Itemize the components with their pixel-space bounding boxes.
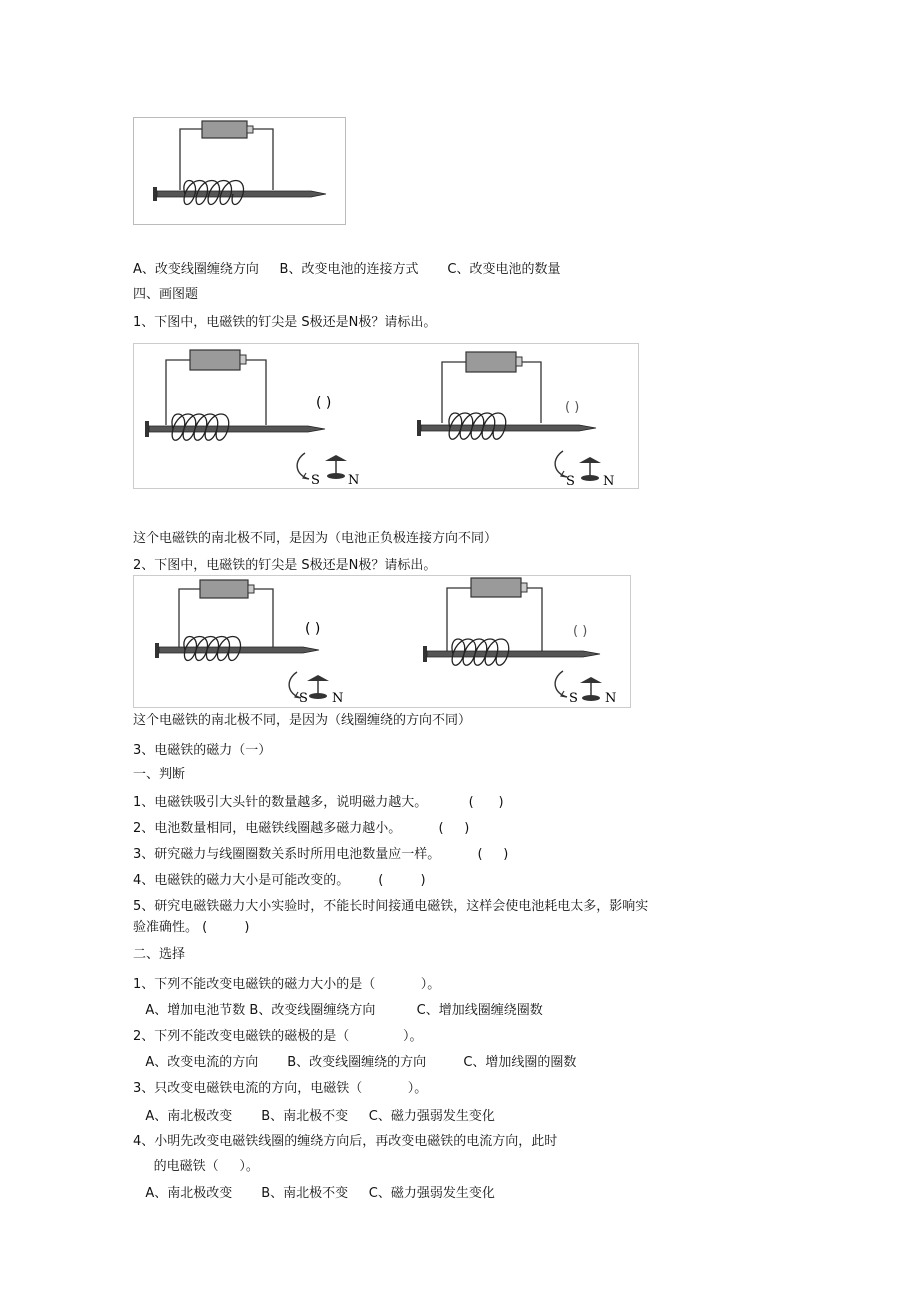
compass-left-s: S — [299, 691, 308, 706]
compass-right — [555, 451, 601, 481]
judge-item-5-cont: 验准确性。 ( ) — [133, 920, 250, 935]
compass-right-n: N — [603, 474, 615, 489]
judge-item-1: 1、电磁铁吸引大头针的数量越多，说明磁力越大。 ( ) — [133, 795, 504, 810]
electromagnet-left — [145, 350, 325, 440]
section4-q1-answer: 这个电磁铁的南北极不同，是因为（电池正负极连接方向不同） — [133, 531, 498, 546]
answer-paren-q1-right: ( ) — [565, 400, 580, 415]
judge-heading: 一、判断 — [133, 767, 186, 782]
compass-left-n: N — [332, 691, 344, 706]
answer-paren-q2-left: ( ) — [305, 621, 321, 637]
judge-item-2: 2、电池数量相同，电磁铁线圈越多磁力越小。 ( ) — [133, 821, 470, 836]
battery — [202, 121, 253, 138]
compass-left — [289, 672, 329, 699]
prev-question-options: A、改变线圈缠绕方向 B、改变电池的连接方式 C、改变电池的数量 — [133, 262, 561, 277]
choice-q1: 1、下列不能改变电磁铁的磁力大小的是（ ）。 — [133, 977, 441, 992]
compass-right-n: N — [605, 691, 617, 706]
choice-q3: 3、只改变电磁铁电流的方向，电磁铁（ ）。 — [133, 1081, 428, 1096]
choice-q3-options: A、南北极改变 B、南北极不变 C、磁力强弱发生变化 — [133, 1109, 495, 1124]
compass-left — [297, 453, 347, 479]
compass-right — [555, 671, 602, 701]
choice-heading: 二、选择 — [133, 947, 186, 962]
answer-paren-q2-right: ( ) — [573, 624, 588, 639]
judge-item-4: 4、电磁铁的磁力大小是可能改变的。 ( ) — [133, 873, 426, 888]
compass-left-s: S — [311, 473, 320, 488]
choice-q4-cont: 的电磁铁（ ）。 — [133, 1159, 259, 1174]
electromagnet-right — [417, 352, 596, 439]
figure-electromagnet-top — [133, 117, 346, 225]
compass-left-n: N — [348, 473, 360, 488]
section4-heading: 四、画图题 — [133, 287, 199, 302]
choice-q2: 2、下列不能改变电磁铁的磁极的是（ ）。 — [133, 1029, 423, 1044]
lesson3-title: 3、电磁铁的磁力（一） — [133, 743, 272, 758]
choice-q4: 4、小明先改变电磁铁线圈的缠绕方向后，再改变电磁铁的电流方向，此时 — [133, 1134, 558, 1149]
judge-item-3: 3、研究磁力与线圈圈数关系时所用电池数量应一样。 ( ) — [133, 847, 509, 862]
judge-item-5: 5、研究电磁铁磁力大小实验时，不能长时间接通电磁铁，这样会使电池耗电太多，影响实 — [133, 899, 649, 914]
figure-q1-electromagnets — [133, 343, 639, 489]
electromagnet-left — [155, 580, 319, 661]
section4-q1-text: 1、下图中，电磁铁的钉尖是 S极还是N极？请标出。 — [133, 315, 437, 330]
nail — [153, 187, 326, 201]
compass-right-s: S — [569, 691, 578, 706]
section4-q2-text: 2、下图中，电磁铁的钉尖是 S极还是N极？请标出。 — [133, 558, 437, 573]
choice-q1-options: A、增加电池节数 B、改变线圈缠绕方向 C、增加线圈缠绕圈数 — [133, 1003, 543, 1018]
figure-q2-electromagnets — [133, 575, 631, 708]
answer-paren-q1-left: ( ) — [316, 395, 332, 411]
compass-right-s: S — [566, 474, 575, 489]
section4-q2-answer: 这个电磁铁的南北极不同，是因为（线圈缠绕的方向不同） — [133, 713, 472, 728]
choice-q2-options: A、改变电流的方向 B、改变线圈缠绕的方向 C、增加线圈的圈数 — [133, 1055, 577, 1070]
choice-q4-options: A、南北极改变 B、南北极不变 C、磁力强弱发生变化 — [133, 1186, 495, 1201]
electromagnet-right — [423, 578, 600, 665]
